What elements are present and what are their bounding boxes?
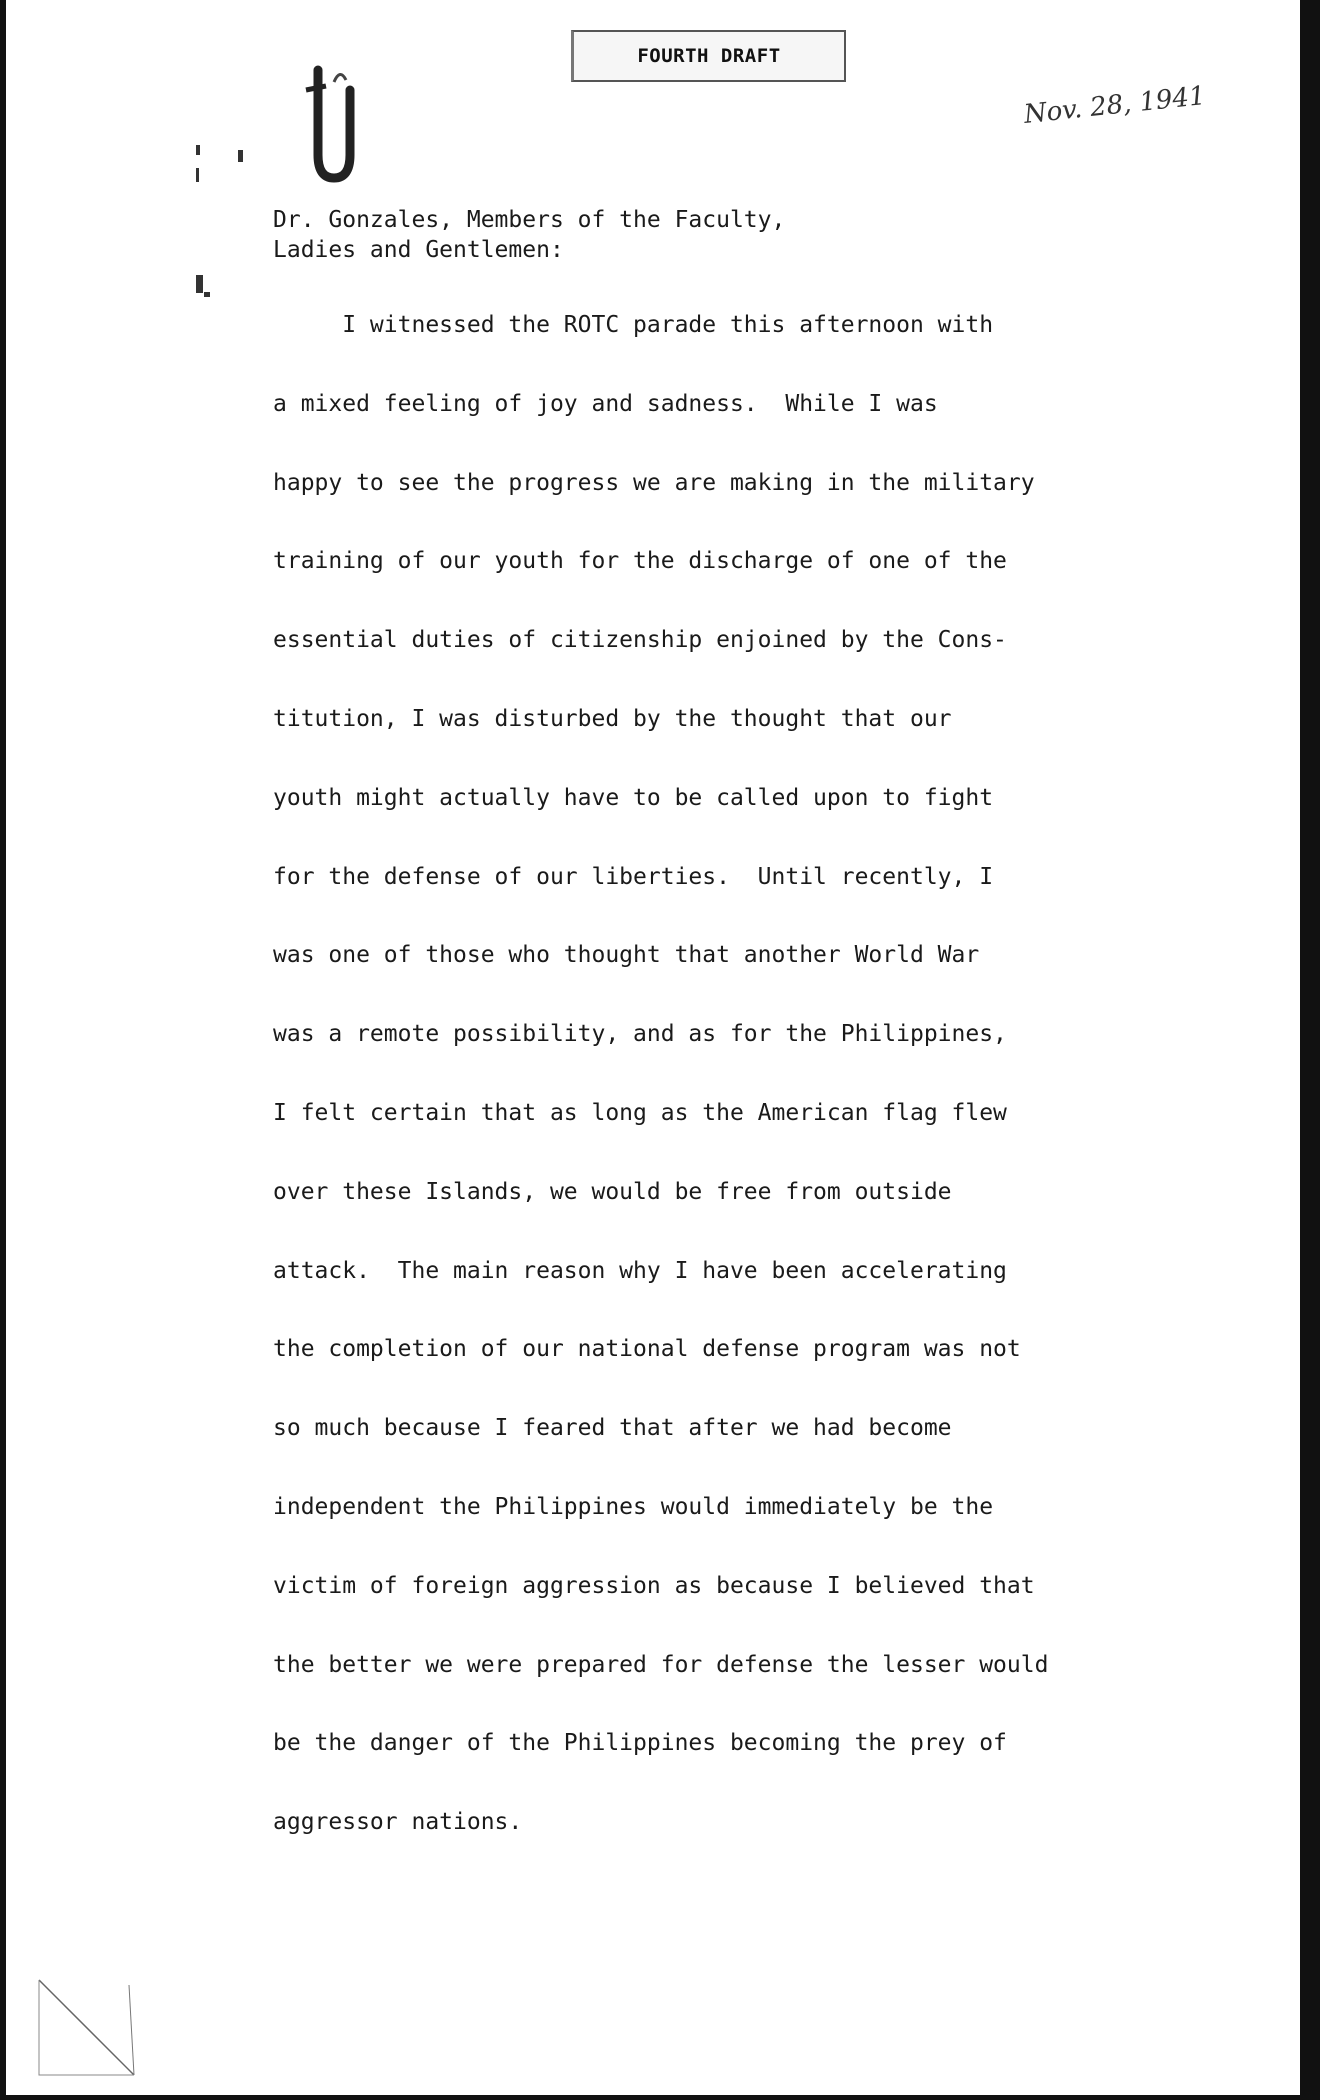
margin-speck bbox=[196, 168, 199, 182]
body-line: so much because I feared that after we had become bbox=[273, 1415, 952, 1442]
paper-clip-mark bbox=[296, 60, 366, 190]
draft-stamp: FOURTH DRAFT bbox=[571, 30, 846, 82]
body-line: for the defense of our liberties. Until recently, I bbox=[273, 863, 994, 890]
body-line: attack. The main reason why I have been accelerating bbox=[273, 1257, 1007, 1284]
body-line: the better we were prepared for defense the lesser would bbox=[273, 1651, 1049, 1678]
body-line: the completion of our national defense program was not bbox=[273, 1336, 1021, 1363]
margin-speck bbox=[238, 150, 243, 162]
handwritten-date: Nov. 28, 1941 bbox=[1022, 81, 1207, 130]
corner-fold-mark bbox=[34, 1975, 144, 2085]
body-line: a mixed feeling of joy and sadness. While I was bbox=[273, 390, 938, 417]
body-line: essential duties of citizenship enjoined by the Cons- bbox=[273, 627, 1007, 654]
margin-speck bbox=[196, 275, 203, 293]
body-line: victim of foreign aggression as because I believed that bbox=[273, 1572, 1035, 1599]
body-line: independent the Philippines would immediately be the bbox=[273, 1493, 994, 1520]
body-text bbox=[273, 310, 1048, 1886]
salutation-line: Dr. Gonzales, Members of the Faculty, bbox=[273, 207, 786, 233]
body-line: over these Islands, we would be free from outside bbox=[273, 1178, 952, 1205]
body-line: happy to see the progress we are making in the military bbox=[273, 469, 1035, 496]
margin-speck bbox=[196, 145, 200, 155]
body-line: I witnessed the ROTC parade this afternoon with bbox=[273, 312, 994, 338]
body-line: training of our youth for the discharge of one of the bbox=[273, 548, 1007, 575]
document-page bbox=[6, 0, 1300, 2095]
body-line: youth might actually have to be called upon to fight bbox=[273, 784, 994, 811]
body-line: be the danger of the Philippines becoming the prey of bbox=[273, 1730, 1007, 1757]
body-line: I felt certain that as long as the American flag flew bbox=[273, 1099, 1007, 1126]
body-line: was a remote possibility, and as for the Philippines, bbox=[273, 1021, 1007, 1048]
body-line: was one of those who thought that another World War bbox=[273, 942, 980, 969]
margin-speck bbox=[204, 292, 210, 297]
salutation-line: Ladies and Gentlemen: bbox=[273, 237, 564, 263]
body-line: aggressor nations. bbox=[273, 1809, 523, 1836]
body-line: titution, I was disturbed by the thought that our bbox=[273, 705, 952, 732]
salutation bbox=[273, 205, 785, 265]
